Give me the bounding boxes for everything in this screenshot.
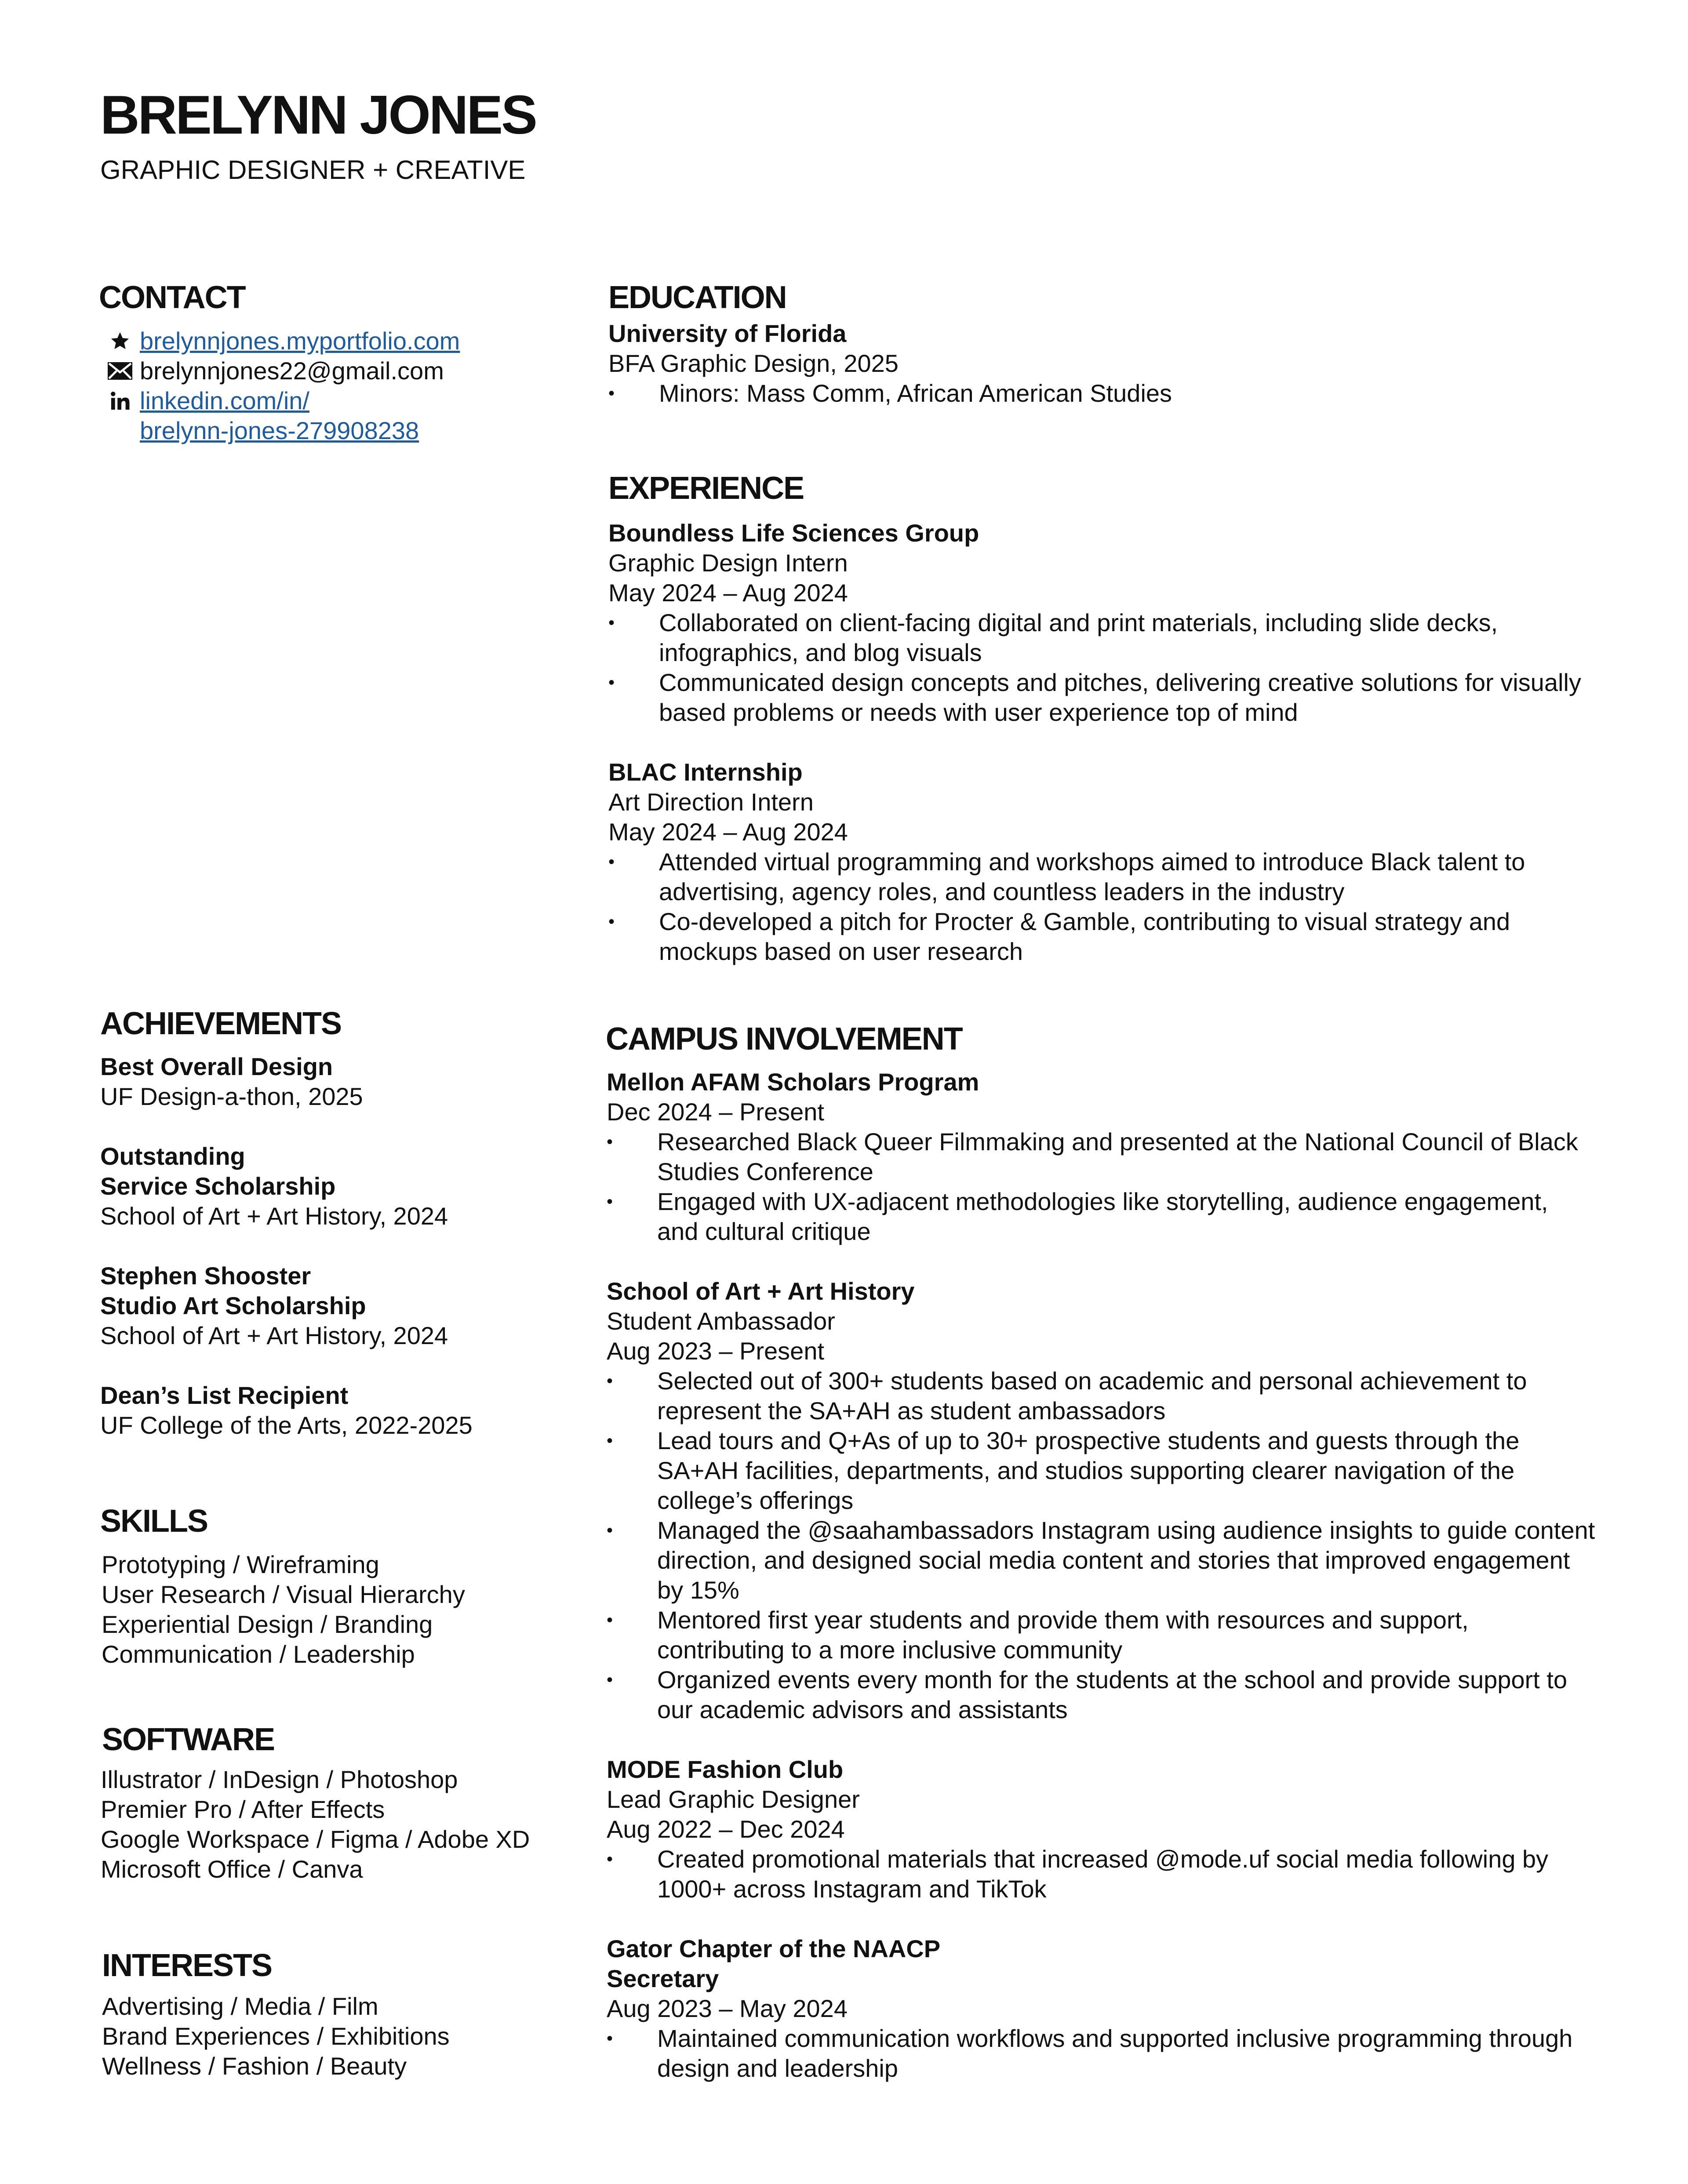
achievement-title: Best Overall Design — [100, 1053, 333, 1080]
campus-bullet: • Selected out of 300+ students based on academic and personal achievement to represent the SA+AH as student ambassadors — [607, 1366, 1596, 1426]
linkedin-icon — [107, 386, 133, 416]
interests-line: Wellness / Fashion / Beauty — [102, 2052, 407, 2080]
contact-linkedin-row — [100, 386, 540, 446]
software-heading: SOFTWARE — [102, 1722, 274, 1757]
campus-bullet: • Researched Black Queer Filmmaking and presented at the National Council of Black Studies Conference — [607, 1127, 1596, 1187]
job-role: Art Direction Intern — [608, 788, 814, 816]
campus-bullet: • Created promotional materials that increased @mode.uf social media following by 1000+ across Instagram and TikTok — [607, 1844, 1596, 1904]
campus-org: School of Art + Art History — [607, 1277, 915, 1305]
portfolio-link[interactable]: brelynnjones.myportfolio.com — [140, 327, 460, 355]
software-line: Illustrator / InDesign / Photoshop — [101, 1766, 458, 1793]
skills-heading: SKILLS — [100, 1504, 208, 1539]
campus-bullet: • Mentored first year students and provide them with resources and support, contributing to a more inclusive community — [607, 1605, 1596, 1665]
skills-line: Experiential Design / Branding — [102, 1610, 433, 1638]
achievement-detail: School of Art + Art History, 2024 — [100, 1322, 448, 1349]
skills-line: Prototyping / Wireframing — [102, 1551, 379, 1578]
campus-bullet: • Maintained communication workflows and supported inclusive programming through design and leadership — [607, 2024, 1596, 2083]
school-name: University of Florida — [608, 320, 847, 347]
education-bullet: • Minors: Mass Comm, African American Studies — [608, 378, 1619, 408]
campus-bullet: • Managed the @saahambassadors Instagram using audience insights to guide content direction, and designed social media content and stories that improved engagement by 15% — [607, 1515, 1596, 1605]
campus-bullet: • Lead tours and Q+As of up to 30+ prospective students and guests through the SA+AH facilities, departments, and studios supporting clearer navigation of the college’s offerings — [607, 1426, 1596, 1515]
software-line: Google Workspace / Figma / Adobe XD — [101, 1825, 530, 1853]
job-org: BLAC Internship — [608, 758, 803, 786]
campus-dates: Dec 2024 – Present — [607, 1098, 824, 1126]
campus-heading: CAMPUS INVOLVEMENT — [606, 1021, 962, 1057]
contact-portfolio-row — [100, 326, 540, 356]
candidate-tagline: GRAPHIC DESIGNER + CREATIVE — [100, 155, 526, 185]
achievement-title: Service Scholarship — [100, 1172, 336, 1200]
interests-line: Brand Experiences / Exhibitions — [102, 2022, 450, 2050]
job-bullet: • Attended virtual programming and workshops aimed to introduce Black talent to advertising, agency roles, and countless leaders in the industry — [608, 847, 1597, 907]
achievement-detail: UF College of the Arts, 2022-2025 — [100, 1411, 473, 1439]
interests-heading: INTERESTS — [102, 1948, 272, 1983]
achievement-title: Outstanding — [100, 1142, 245, 1170]
contact-email-row — [100, 356, 540, 386]
skills-line: Communication / Leadership — [102, 1640, 415, 1668]
interests-line: Advertising / Media / Film — [102, 1992, 378, 2020]
candidate-name: BRELYNN JONES — [100, 85, 536, 145]
contact-heading: CONTACT — [99, 280, 245, 315]
campus-dates: Aug 2022 – Dec 2024 — [607, 1815, 845, 1843]
interests-list — [102, 1991, 564, 2081]
campus-org: Mellon AFAM Scholars Program — [607, 1068, 979, 1096]
job-dates: May 2024 – Aug 2024 — [608, 579, 848, 607]
education-section — [608, 319, 1619, 408]
star-icon — [107, 326, 133, 356]
achievement-detail: UF Design-a-thon, 2025 — [100, 1083, 363, 1110]
linkedin-link-line2[interactable]: brelynn-jones-279908238 — [140, 417, 419, 444]
job-dates: May 2024 – Aug 2024 — [608, 818, 848, 846]
job-bullet: • Co-developed a pitch for Procter & Gamble, contributing to visual strategy and mockups based on user research — [608, 907, 1597, 967]
achievement-title: Studio Art Scholarship — [100, 1292, 366, 1319]
software-line: Premier Pro / After Effects — [101, 1795, 385, 1823]
campus-role: Secretary — [607, 1965, 719, 1992]
job-bullet: • Communicated design concepts and pitches, delivering creative solutions for visually based problems or needs with user experience top of mind — [608, 668, 1597, 727]
job-role: Graphic Design Intern — [608, 549, 848, 577]
envelope-icon — [107, 356, 133, 386]
achievements-list — [100, 1052, 562, 1440]
skills-line: User Research / Visual Hierarchy — [102, 1581, 465, 1608]
achievement-title: Dean’s List Recipient — [100, 1381, 349, 1409]
campus-org: Gator Chapter of the NAACP — [607, 1935, 941, 1962]
experience-section — [608, 518, 1597, 967]
campus-dates: Aug 2023 – Present — [607, 1337, 825, 1365]
degree: BFA Graphic Design, 2025 — [608, 349, 899, 377]
campus-section — [607, 1067, 1596, 2083]
experience-heading: EXPERIENCE — [608, 471, 804, 506]
achievements-heading: ACHIEVEMENTS — [100, 1006, 342, 1041]
campus-bullet: • Organized events every month for the students at the school and provide support to our academic advisors and assistants — [607, 1665, 1596, 1725]
achievement-detail: School of Art + Art History, 2024 — [100, 1202, 448, 1230]
software-list — [101, 1765, 584, 1884]
campus-bullet: • Engaged with UX-adjacent methodologies like storytelling, audience engagement, and cultural critique — [607, 1187, 1596, 1246]
achievement-title: Stephen Shooster — [100, 1262, 311, 1290]
education-heading: EDUCATION — [608, 280, 786, 315]
job-bullet: • Collaborated on client-facing digital and print materials, including slide decks, infographics, and blog visuals — [608, 608, 1597, 668]
campus-role: Lead Graphic Designer — [607, 1785, 860, 1813]
campus-org: MODE Fashion Club — [607, 1755, 844, 1783]
skills-list — [102, 1550, 563, 1669]
linkedin-link-line1[interactable]: linkedin.com/in/ — [140, 387, 309, 414]
campus-role: Student Ambassador — [607, 1307, 835, 1335]
software-line: Microsoft Office / Canva — [101, 1855, 363, 1883]
job-org: Boundless Life Sciences Group — [608, 519, 979, 547]
email-text[interactable]: brelynnjones22@gmail.com — [140, 357, 444, 385]
campus-dates: Aug 2023 – May 2024 — [607, 1995, 848, 2022]
contact-list — [100, 326, 540, 446]
